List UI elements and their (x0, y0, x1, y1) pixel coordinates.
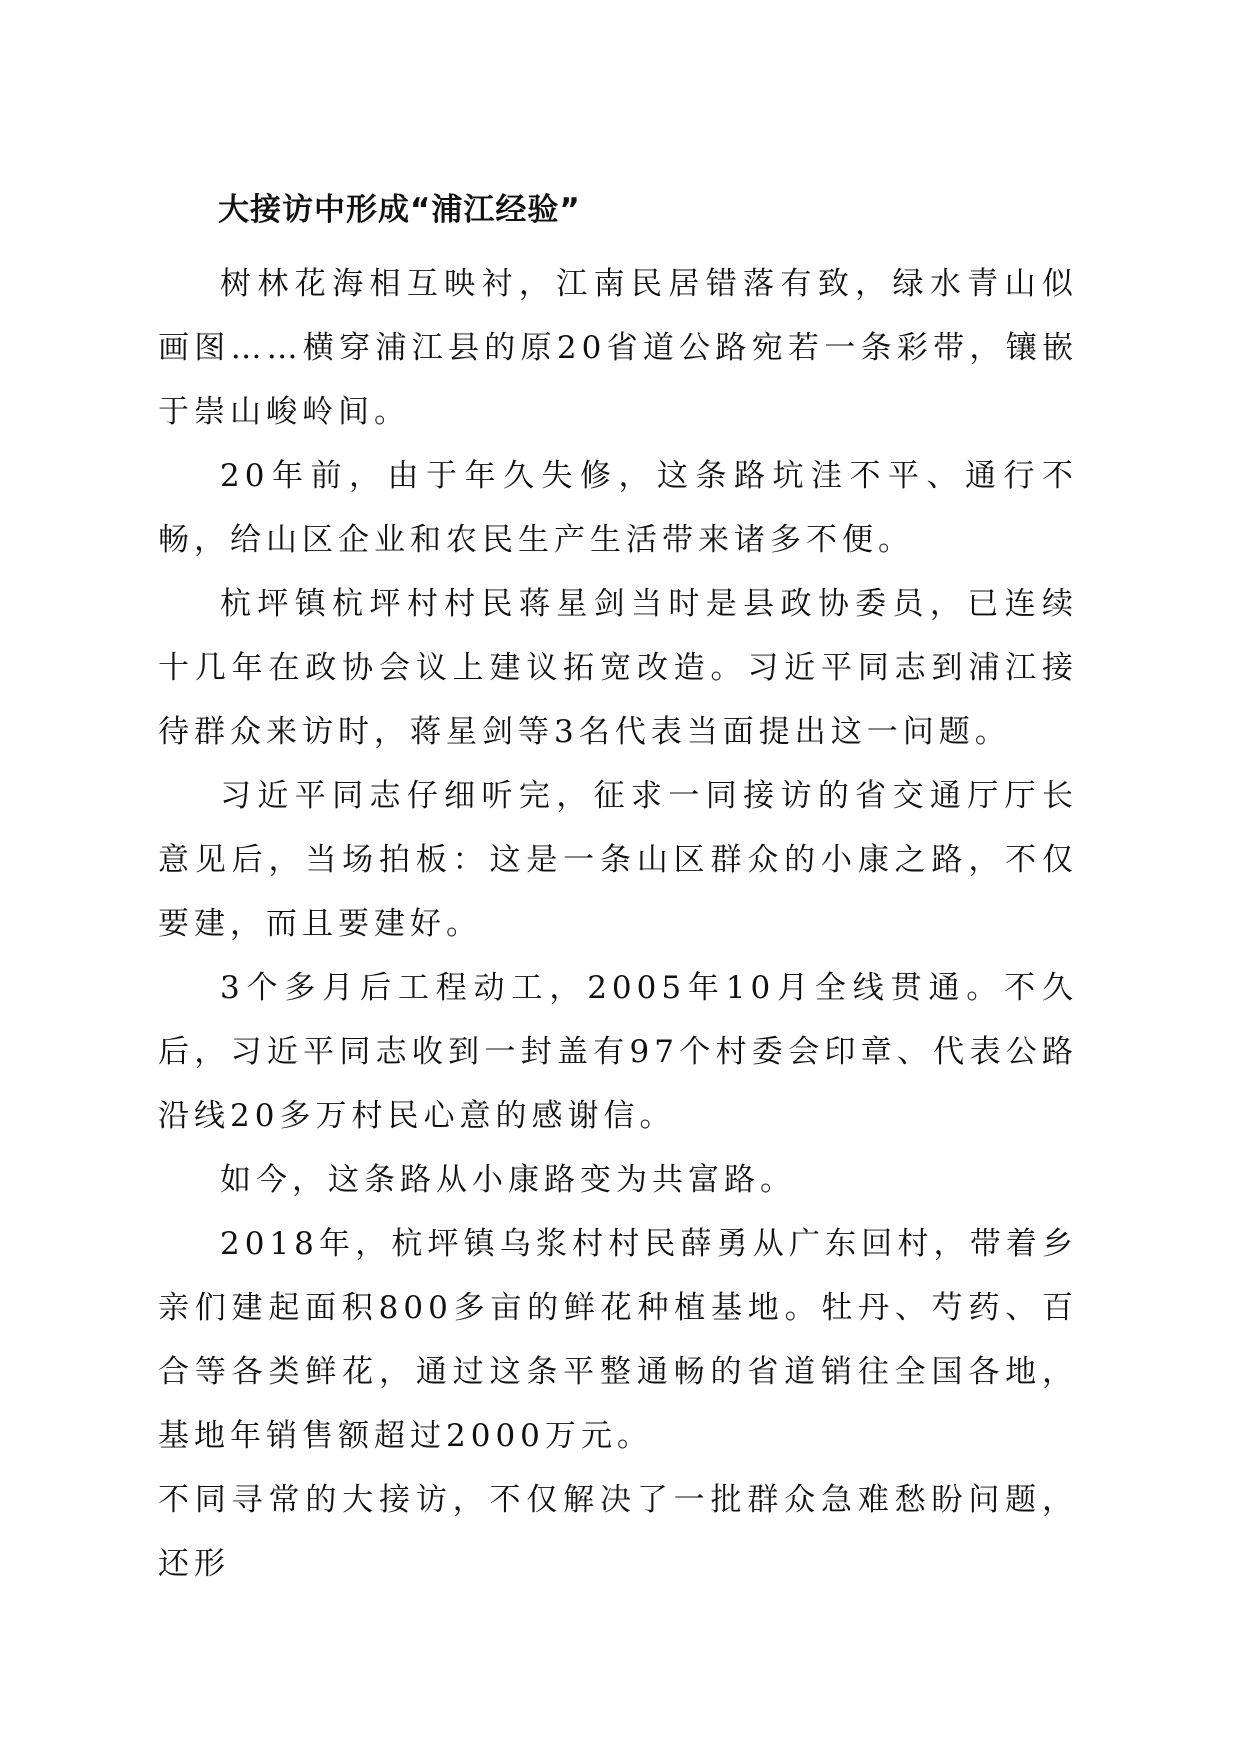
paragraph-construction: 3个多月后工程动工，2005年10月全线贯通。不久后，习近平同志收到一封盖有97个村委会印章、代表公路沿线20多万村民心意的感谢信。 (158, 970, 1078, 1134)
paragraph-road-history: 20年前，由于年久失修，这条路坑洼不平、通行不畅，给山区企业和农民生产生活带来诸多不便。 (158, 458, 1078, 558)
paragraph-conclusion: 不同寻常的大接访，不仅解决了一批群众急难愁盼问题，还形 (158, 1482, 1078, 1582)
article-body (158, 252, 1078, 1596)
paragraph-flower-base: 2018年，杭坪镇乌浆村村民薛勇从广东回村，带着乡亲们建起面积800多亩的鲜花种植基地。牡丹、芍药、百合等各类鲜花，通过这条平整通畅的省道销往全国各地，基地年销售额超过2000万元。 (158, 1226, 1078, 1454)
paragraph-scenery: 树林花海相互映衬，江南民居错落有致，绿水青山似画图……横穿浦江县的原20省道公路宛若一条彩带，镶嵌于崇山峻岭间。 (158, 266, 1078, 430)
section-heading: 大接访中形成“浦江经验” (218, 192, 581, 228)
paragraph-today: 如今，这条路从小康路变为共富路。 (220, 1162, 796, 1198)
paragraph-jiang-xingjian: 杭坪镇杭坪村村民蒋星剑当时是县政协委员，已连续十几年在政协会议上建议拓宽改造。习近平同志到浦江接待群众来访时，蒋星剑等3名代表当面提出这一问题。 (158, 586, 1078, 750)
paragraph-decision: 习近平同志仔细听完，征求一同接访的省交通厅厅长意见后，当场拍板：这是一条山区群众的小康之路，不仅要建，而且要建好。 (158, 778, 1078, 942)
